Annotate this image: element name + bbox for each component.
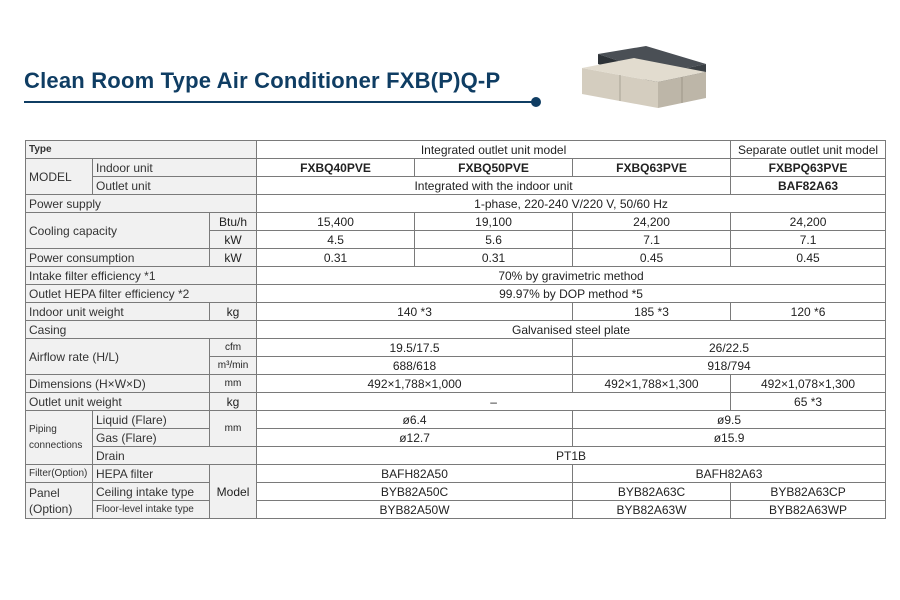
airflow-m3-value: 688/618 <box>257 357 573 375</box>
intake-filter-label: Intake filter efficiency *1 <box>26 267 257 285</box>
outlet-unit-separate: BAF82A63 <box>731 177 886 195</box>
unit-mm: mm <box>210 411 257 447</box>
casing-label: Casing <box>26 321 257 339</box>
page-title: Clean Room Type Air Conditioner FXB(P)Q-P <box>24 68 501 93</box>
power-supply-value: 1-phase, 220-240 V/220 V, 50/60 Hz <box>257 195 886 213</box>
outlet-unit-label: Outlet unit <box>93 177 257 195</box>
power-supply-label: Power supply <box>26 195 257 213</box>
panel-label-line2: (Option) <box>29 501 73 516</box>
liquid-value: ø6.4 <box>257 411 573 429</box>
title-underline-dot <box>531 97 541 107</box>
outlet-weight-value: 65 *3 <box>731 393 886 411</box>
liquid-value: ø9.5 <box>573 411 886 429</box>
dimensions-value: 492×1,078×1,300 <box>731 375 886 393</box>
airflow-label: Airflow rate (H/L) <box>26 339 210 375</box>
cooling-btuh: 15,400 <box>257 213 415 231</box>
unit-kg: kg <box>210 393 257 411</box>
panel-option-label <box>26 483 93 519</box>
power-consumption-label: Power consumption <box>26 249 210 267</box>
gas-value: ø15.9 <box>573 429 886 447</box>
outlet-weight-label: Outlet unit weight <box>26 393 210 411</box>
dimensions-value: 492×1,788×1,000 <box>257 375 573 393</box>
ceiling-intake-value: BYB82A50C <box>257 483 573 501</box>
unit-kg: kg <box>210 303 257 321</box>
airflow-cfm-value: 26/22.5 <box>573 339 886 357</box>
model-name: FXBQ50PVE <box>415 159 573 177</box>
ceiling-intake-value: BYB82A63CP <box>731 483 886 501</box>
cooling-btuh: 19,100 <box>415 213 573 231</box>
hepa-filter-value: 99.97% by DOP method *5 <box>257 285 886 303</box>
hepa-filter-label: Outlet HEPA filter efficiency *2 <box>26 285 257 303</box>
model-name: FXBPQ63PVE <box>731 159 886 177</box>
airflow-m3-value: 918/794 <box>573 357 886 375</box>
airflow-cfm-value: 19.5/17.5 <box>257 339 573 357</box>
filter-option-value: BAFH82A63 <box>573 465 886 483</box>
model-name: FXBQ40PVE <box>257 159 415 177</box>
unit-mm: mm <box>210 375 257 393</box>
piping-label-line1: Piping <box>29 423 57 435</box>
title-underline <box>24 101 536 103</box>
unit-kw: kW <box>210 249 257 267</box>
intake-filter-value: 70% by gravimetric method <box>257 267 886 285</box>
model-label: MODEL <box>26 159 93 195</box>
cooling-kw: 4.5 <box>257 231 415 249</box>
drain-label: Drain <box>93 447 257 465</box>
piping-connections-label <box>26 411 93 465</box>
unit-kw: kW <box>210 231 257 249</box>
gas-flare-label: Gas (Flare) <box>93 429 210 447</box>
type-label: Type <box>26 141 257 159</box>
cooling-kw: 7.1 <box>731 231 886 249</box>
type-integrated: Integrated outlet unit model <box>257 141 731 159</box>
floor-intake-value: BYB82A50W <box>257 501 573 519</box>
dimensions-label: Dimensions (H×W×D) <box>26 375 210 393</box>
ceiling-intake-label: Ceiling intake type <box>93 483 210 501</box>
unit-model: Model <box>210 465 257 519</box>
outlet-unit-integrated: Integrated with the indoor unit <box>257 177 731 195</box>
outlet-weight-value: – <box>257 393 731 411</box>
piping-label-line2: connections <box>29 439 83 451</box>
unit-m3min: m³/min <box>210 357 257 375</box>
model-name: FXBQ63PVE <box>573 159 731 177</box>
indoor-unit-label: Indoor unit <box>93 159 257 177</box>
indoor-weight-value: 140 *3 <box>257 303 573 321</box>
cooling-btuh: 24,200 <box>731 213 886 231</box>
indoor-weight-value: 120 *6 <box>731 303 886 321</box>
indoor-weight-label: Indoor unit weight <box>26 303 210 321</box>
dimensions-value: 492×1,788×1,300 <box>573 375 731 393</box>
power-consumption-value: 0.45 <box>731 249 886 267</box>
spec-table <box>25 140 886 519</box>
ceiling-intake-value: BYB82A63C <box>573 483 731 501</box>
power-consumption-value: 0.31 <box>415 249 573 267</box>
power-consumption-value: 0.31 <box>257 249 415 267</box>
casing-value: Galvanised steel plate <box>257 321 886 339</box>
filter-option-label: Filter(Option) <box>26 465 93 483</box>
cooling-capacity-label: Cooling capacity <box>26 213 210 249</box>
power-consumption-value: 0.45 <box>573 249 731 267</box>
filter-option-value: BAFH82A50 <box>257 465 573 483</box>
ceiling-unit-product-image <box>578 46 708 112</box>
gas-value: ø12.7 <box>257 429 573 447</box>
liquid-flare-label: Liquid (Flare) <box>93 411 210 429</box>
floor-intake-label: Floor-level intake type <box>93 501 210 519</box>
unit-cfm: cfm <box>210 339 257 357</box>
type-separate: Separate outlet unit model <box>731 141 886 159</box>
floor-intake-value: BYB82A63W <box>573 501 731 519</box>
unit-btuh: Btu/h <box>210 213 257 231</box>
cooling-kw: 5.6 <box>415 231 573 249</box>
cooling-btuh: 24,200 <box>573 213 731 231</box>
indoor-weight-value: 185 *3 <box>573 303 731 321</box>
cooling-kw: 7.1 <box>573 231 731 249</box>
hepa-filter-option-label: HEPA filter <box>93 465 210 483</box>
panel-label-line1: Panel <box>29 485 60 500</box>
drain-value: PT1B <box>257 447 886 465</box>
floor-intake-value: BYB82A63WP <box>731 501 886 519</box>
